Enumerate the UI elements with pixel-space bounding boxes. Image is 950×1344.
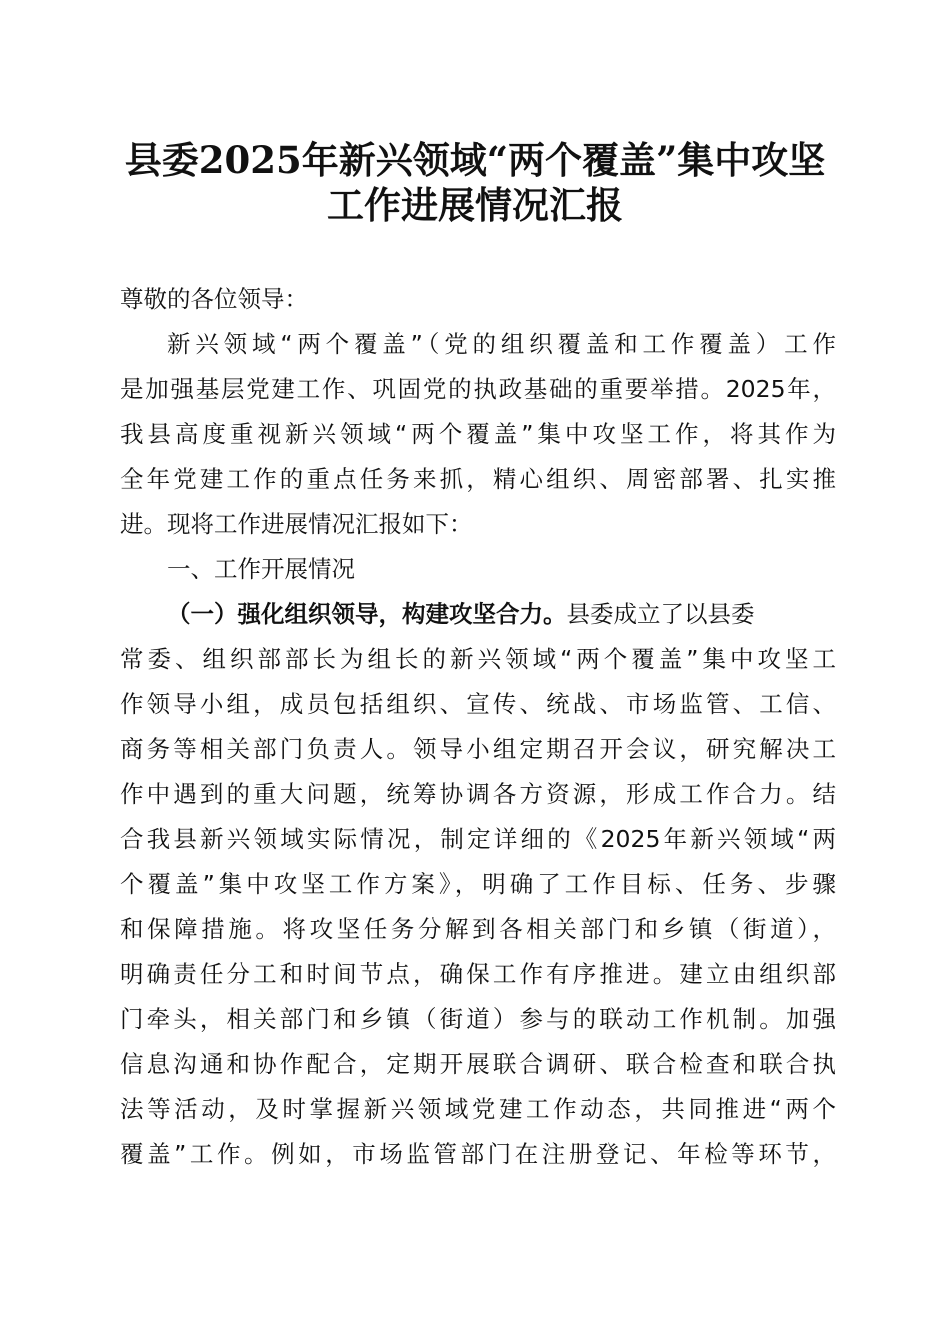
intro-line: 我县高度重视新兴领域“两个覆盖”集中攻坚工作，将其作为 xyxy=(120,420,836,448)
subsection-line: 门牵头，相关部门和乡镇（街道）参与的联动工作机制。加强 xyxy=(120,1005,836,1033)
document-body xyxy=(120,277,836,1177)
subsection-line: 法等活动，及时掌握新兴领域党建工作动态，共同推进“两个 xyxy=(120,1095,836,1123)
subsection-line: 明确责任分工和时间节点，确保工作有序推进。建立由组织部 xyxy=(120,960,836,988)
subsection-line: 商务等相关部门负责人。领导小组定期召开会议，研究解决工 xyxy=(120,735,836,763)
subsection-line: 作中遇到的重大问题，统筹协调各方资源，形成工作合力。结 xyxy=(120,780,836,808)
salutation: 尊敬的各位领导： xyxy=(120,285,308,313)
intro-line: 全年党建工作的重点任务来抓，精心组织、周密部署、扎实推 xyxy=(120,465,836,493)
subsection-line: 和保障措施。将攻坚任务分解到各相关部门和乡镇（街道）， xyxy=(120,915,836,943)
subsection-line: 信息沟通和协作配合，定期开展联合调研、联合检查和联合执 xyxy=(120,1050,836,1078)
subsection-heading: （一）强化组织领导，构建攻坚合力。 xyxy=(167,600,567,628)
document-title-line-1: 县委2025年新兴领域“两个覆盖”集中攻坚 xyxy=(124,138,826,182)
subsection-line: 合我县新兴领域实际情况，制定详细的《2025年新兴领域“两 xyxy=(120,825,836,853)
intro-line: 新兴领域“两个覆盖”（党的组织覆盖和工作覆盖）工作 xyxy=(167,330,836,358)
subsection-line: 覆盖”工作。例如，市场监管部门在注册登记、年检等环节， xyxy=(120,1140,836,1168)
subsection-first-line xyxy=(120,592,836,637)
document-title-line-2: 工作进展情况汇报 xyxy=(327,183,623,227)
subsection-line: 常委、组织部部长为组长的新兴领域“两个覆盖”集中攻坚工 xyxy=(120,645,836,673)
intro-line: 进。现将工作进展情况汇报如下： xyxy=(120,510,473,538)
section-heading: 一、工作开展情况 xyxy=(167,555,355,583)
subsection-text: 县委成立了以县委 xyxy=(566,600,755,628)
subsection-line: 个覆盖”集中攻坚工作方案》，明确了工作目标、任务、步骤 xyxy=(120,870,836,898)
subsection-line: 作领导小组，成员包括组织、宣传、统战、市场监管、工信、 xyxy=(120,690,836,718)
intro-line: 是加强基层党建工作、巩固党的执政基础的重要举措。2025年， xyxy=(120,375,836,403)
